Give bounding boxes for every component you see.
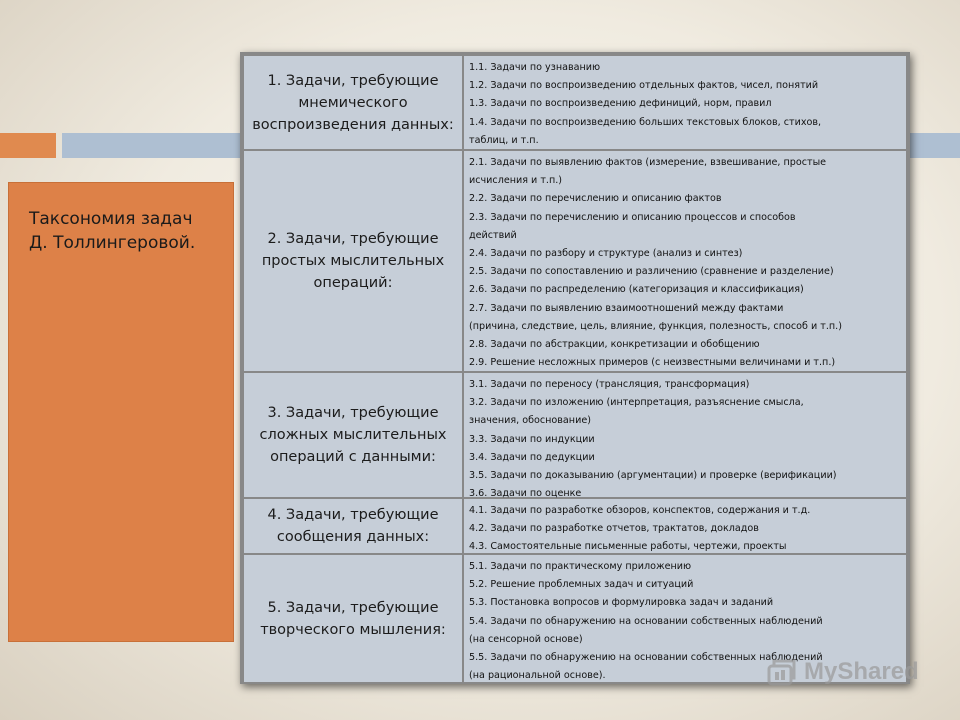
list-item: 5.4. Задачи по обнаружению на основании собственных наблюдений bbox=[469, 615, 823, 627]
category-heading: 5. Задачи, требующие творческого мышления: bbox=[244, 555, 462, 682]
myshared-logo-icon bbox=[766, 656, 798, 688]
list-item: значения, обоснование) bbox=[469, 415, 591, 427]
list-item: 2.2. Задачи по перечислению и описанию фактов bbox=[469, 193, 722, 205]
list-item: 2.6. Задачи по распределению (категоризация и классификация) bbox=[469, 284, 804, 296]
list-item: 1.3. Задачи по воспроизведению дефиниций, норм, правил bbox=[469, 98, 772, 110]
table-row bbox=[244, 151, 906, 371]
category-heading: 4. Задачи, требующие сообщения данных: bbox=[244, 499, 462, 553]
table-row bbox=[244, 373, 906, 500]
category-items bbox=[464, 56, 906, 149]
category-heading: 1. Задачи, требующие мнемического воспроизведения данных: bbox=[244, 56, 462, 149]
list-item: 2.3. Задачи по перечислению и описанию процессов и способов bbox=[469, 211, 796, 223]
category-heading: 3. Задачи, требующие сложных мыслительных операций с данными: bbox=[244, 373, 462, 497]
list-item: таблиц, и т.п. bbox=[469, 134, 539, 146]
list-item: 2.9. Решение несложных примеров (с неизвестными величинами и т.п.) bbox=[469, 357, 836, 369]
list-item: 1.1. Задачи по узнаванию bbox=[469, 62, 601, 73]
list-item: 2.1. Задачи по выявлению фактов (измерение, взвешивание, простые bbox=[469, 157, 827, 168]
list-item: 3.1. Задачи по переносу (трансляция, трансформация) bbox=[469, 379, 750, 390]
table-row bbox=[244, 56, 906, 149]
list-item: 2.4. Задачи по разбору и структуре (анализ и синтез) bbox=[469, 248, 743, 260]
category-items bbox=[464, 499, 906, 553]
list-item: 3.3. Задачи по индукции bbox=[469, 433, 595, 445]
list-item: исчисления и т.п.) bbox=[469, 175, 563, 187]
list-item: 4.2. Задачи по разработке отчетов, трактатов, докладов bbox=[469, 523, 759, 535]
list-item: 4.1. Задачи по разработке обзоров, конспектов, содержания и т.д. bbox=[469, 505, 811, 516]
list-item: (на рациональной основе). bbox=[469, 670, 606, 682]
taxonomy-table-body bbox=[244, 56, 906, 680]
list-item: 5.2. Решение проблемных задач и ситуаций bbox=[469, 579, 694, 591]
list-item: 2.8. Задачи по абстракции, конкретизации и обобщению bbox=[469, 339, 760, 351]
list-item: 5.5. Задачи по обнаружению на основании собственных наблюдений bbox=[469, 652, 823, 664]
list-item: 4.3. Самостоятельные письменные работы, чертежи, проекты bbox=[469, 541, 787, 553]
list-item: (причина, следствие, цель, влияние, функция, полезность, способ и т.п.) bbox=[469, 320, 842, 332]
side-title: Таксономия задач Д. Толлингеровой. bbox=[29, 209, 196, 253]
category-heading: 2. Задачи, требующие простых мыслительных операций: bbox=[244, 151, 462, 371]
category-items bbox=[464, 373, 906, 500]
list-item: действий bbox=[469, 229, 517, 241]
taxonomy-table bbox=[240, 52, 910, 684]
list-item: 3.5. Задачи по доказыванию (аргументации) и проверке (верификации) bbox=[469, 470, 837, 482]
list-item: 2.5. Задачи по сопоставлению и различению (сравнение и разделение) bbox=[469, 266, 834, 278]
list-item: 3.6. Задачи по оценке bbox=[469, 488, 582, 500]
watermark bbox=[766, 656, 919, 688]
watermark-text: MyShared bbox=[804, 658, 919, 685]
category-items bbox=[464, 151, 906, 371]
list-item: (на сенсорной основе) bbox=[469, 633, 583, 645]
list-item: 1.4. Задачи по воспроизведению больших текстовых блоков, стихов, bbox=[469, 116, 822, 128]
list-item: 3.2. Задачи по изложению (интерпретация, разъяснение смысла, bbox=[469, 397, 804, 409]
side-title-box bbox=[8, 182, 234, 642]
list-item: 2.7. Задачи по выявлению взаимоотношений между фактами bbox=[469, 302, 784, 314]
header-band-accent bbox=[0, 133, 56, 158]
list-item: 3.4. Задачи по дедукции bbox=[469, 451, 595, 463]
table-row bbox=[244, 499, 906, 553]
list-item: 1.2. Задачи по воспроизведению отдельных фактов, чисел, понятий bbox=[469, 80, 819, 92]
list-item: 5.1. Задачи по практическому приложению bbox=[469, 561, 692, 572]
list-item: 5.3. Постановка вопросов и формулировка задач и заданий bbox=[469, 597, 774, 609]
